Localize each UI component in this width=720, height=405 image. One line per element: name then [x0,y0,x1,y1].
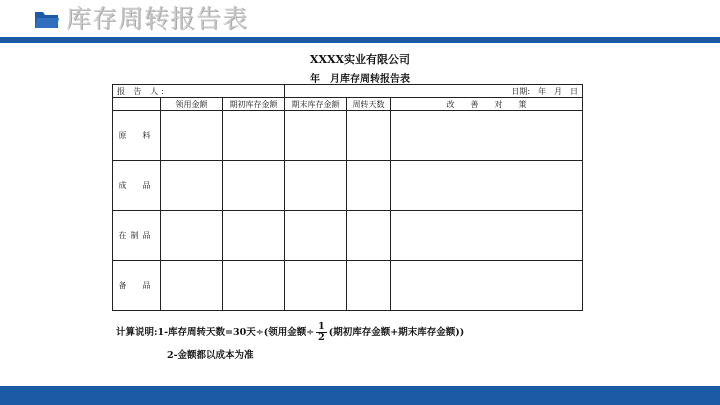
table-cell[interactable] [285,161,347,211]
table-cell[interactable] [347,261,391,311]
footer-bar [0,386,720,405]
row-label: 原 料 [113,111,161,161]
report-table [112,84,583,311]
row-label: 成 品 [113,161,161,211]
note-suffix: (期初库存金额+期末库存金额)) [328,327,465,338]
table-cell[interactable] [285,111,347,161]
table-row [113,261,583,311]
table-cell[interactable] [347,161,391,211]
column-header: 改 善 对 策 [391,98,583,111]
column-header: 期初库存金额 [223,98,285,111]
company-name: XXXX实业有限公司 [309,53,411,66]
table-cell[interactable] [347,211,391,261]
note-prefix: 计算说明:1-库存周转天数=30天÷(领用金额÷ [116,327,315,338]
table-cell[interactable] [347,111,391,161]
table-cell[interactable] [285,261,347,311]
table-cell[interactable] [161,161,223,211]
table-cell[interactable] [223,161,285,211]
table-row [113,111,583,161]
header-divider [0,37,720,43]
fraction-denominator: 2 [318,332,325,343]
column-header: 期末库存金额 [285,98,347,111]
table-cell[interactable] [161,261,223,311]
column-header [113,98,161,111]
table-cell[interactable] [391,111,583,161]
fraction-numerator: 1 [318,321,325,332]
slide-title: 库存周转报告表 [66,4,249,33]
meta-row [113,85,583,98]
form-title: 年 月库存周转报告表 [310,74,410,85]
date-field[interactable]: 日期: 年 月 日 [285,85,583,98]
row-label: 在制品 [113,211,161,261]
table-cell[interactable] [223,111,285,161]
table-row [113,211,583,261]
table-row [113,161,583,211]
reporter-field[interactable]: 报 告 人: [113,85,285,98]
table-cell[interactable] [391,161,583,211]
table-cell[interactable] [161,211,223,261]
table-cell[interactable] [391,211,583,261]
table-cell[interactable] [223,211,285,261]
column-header: 周转天数 [347,98,391,111]
row-label: 备 品 [113,261,161,311]
table-cell[interactable] [391,261,583,311]
fraction [316,322,327,343]
header-row [113,98,583,111]
table-cell[interactable] [285,211,347,261]
folder-icon [34,8,60,30]
column-header: 领用金额 [161,98,223,111]
cost-note: 2-金额都以成本为准 [167,350,254,361]
table-cell[interactable] [161,111,223,161]
table-cell[interactable] [223,261,285,311]
calculation-note [116,322,464,343]
